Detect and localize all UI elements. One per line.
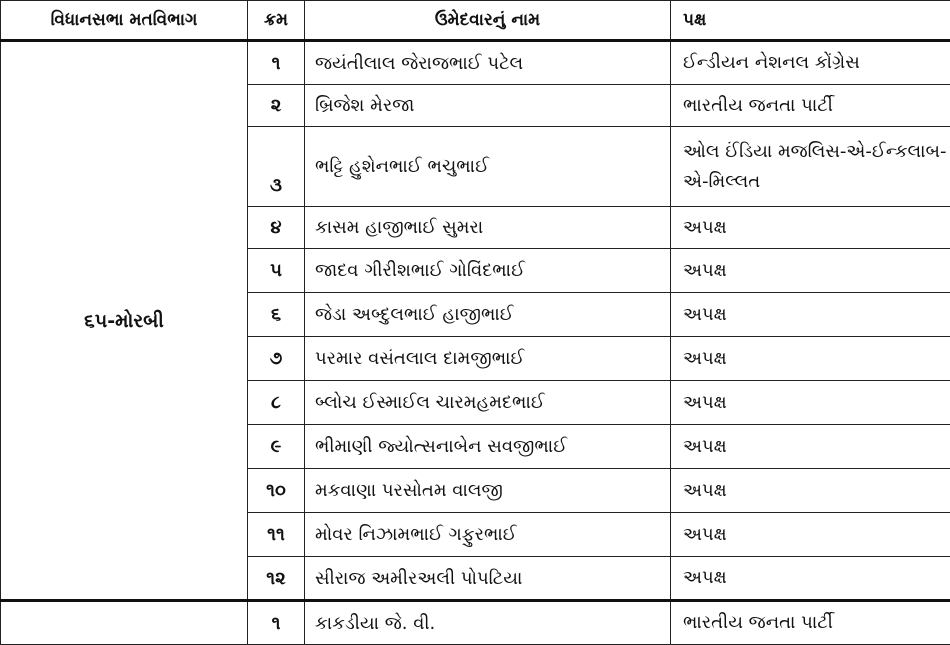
- party-cell: અપક્ષ: [671, 337, 950, 381]
- party-cell: અપક્ષ: [671, 249, 950, 293]
- serial-cell: ૪: [248, 207, 305, 249]
- serial-cell: ૧: [248, 41, 305, 85]
- serial-cell: ૫: [248, 249, 305, 293]
- party-cell: અપક્ષ: [671, 557, 950, 601]
- header-serial: ક્રમ: [248, 1, 305, 41]
- header-party: પક્ષ: [671, 1, 950, 41]
- candidate-name: કાકડીયા જે. વી.: [305, 601, 671, 645]
- serial-cell: ૧: [248, 601, 305, 645]
- table-row: [1, 41, 950, 85]
- candidate-name: કાસમ હાજીભાઈ સુમરા: [305, 207, 671, 249]
- serial-cell: ૯: [248, 425, 305, 469]
- candidate-name: જયંતીલાલ જેરાજભાઈ પટેલ: [305, 41, 671, 85]
- party-cell: અપક્ષ: [671, 381, 950, 425]
- party-cell: અપક્ષ: [671, 207, 950, 249]
- serial-cell: ૧૦: [248, 469, 305, 513]
- party-cell: અપક્ષ: [671, 513, 950, 557]
- serial-cell: ૨: [248, 85, 305, 127]
- serial-cell: ૬: [248, 293, 305, 337]
- candidate-name: બ્લોચ ઈસ્માઈલ ચારમહમદભાઈ: [305, 381, 671, 425]
- party-cell: અપક્ષ: [671, 469, 950, 513]
- candidate-name: ભટ્ટિ હુશેનભાઈ ભચુભાઈ: [305, 127, 671, 207]
- serial-cell: ૧૧: [248, 513, 305, 557]
- party-cell: ભારતીય જનતા પાર્ટી: [671, 85, 950, 127]
- candidate-name: બ્રિજેશ મેરજા: [305, 85, 671, 127]
- header-constituency: વિધાનસભા મતવિભાગ: [1, 1, 248, 41]
- serial-cell: ૩: [248, 127, 305, 207]
- party-cell: ઓલ ઈંડિયા મજલિસ-એ-ઈન્કલાબ-એ-મિલ્લત: [671, 127, 950, 207]
- candidate-name: જેડા અબ્દુલભાઈ હાજીભાઈ: [305, 293, 671, 337]
- header-row: [1, 1, 950, 41]
- serial-cell: ૭: [248, 337, 305, 381]
- party-cell: અપક્ષ: [671, 293, 950, 337]
- constituency-cell: ૬૫-મોરબી: [1, 41, 248, 601]
- candidate-name: મોવર નિઝામભાઈ ગફુરભાઈ: [305, 513, 671, 557]
- table-row: [1, 601, 950, 645]
- serial-cell: ૮: [248, 381, 305, 425]
- candidate-name: પરમાર વસંતલાલ દામજીભાઈ: [305, 337, 671, 381]
- constituency-cell-next: [1, 601, 248, 645]
- candidate-name: જાદવ ગીરીશભાઈ ગોવિંદભાઈ: [305, 249, 671, 293]
- candidate-name: સીરાજ અમીરઅલી પોપટિયા: [305, 557, 671, 601]
- party-cell: ભારતીય જનતા પાર્ટી: [671, 601, 950, 645]
- header-candidate: ઉમેદવારનું નામ: [305, 1, 671, 41]
- party-cell: અપક્ષ: [671, 425, 950, 469]
- party-cell: ઈન્ડીયન નેશનલ કોંગ્રેસ: [671, 41, 950, 85]
- serial-cell: ૧૨: [248, 557, 305, 601]
- candidate-name: મકવાણા પરસોતમ વાલજી: [305, 469, 671, 513]
- candidate-name: ભીમાણી જ્યોત્સનાબેન સવજીભાઈ: [305, 425, 671, 469]
